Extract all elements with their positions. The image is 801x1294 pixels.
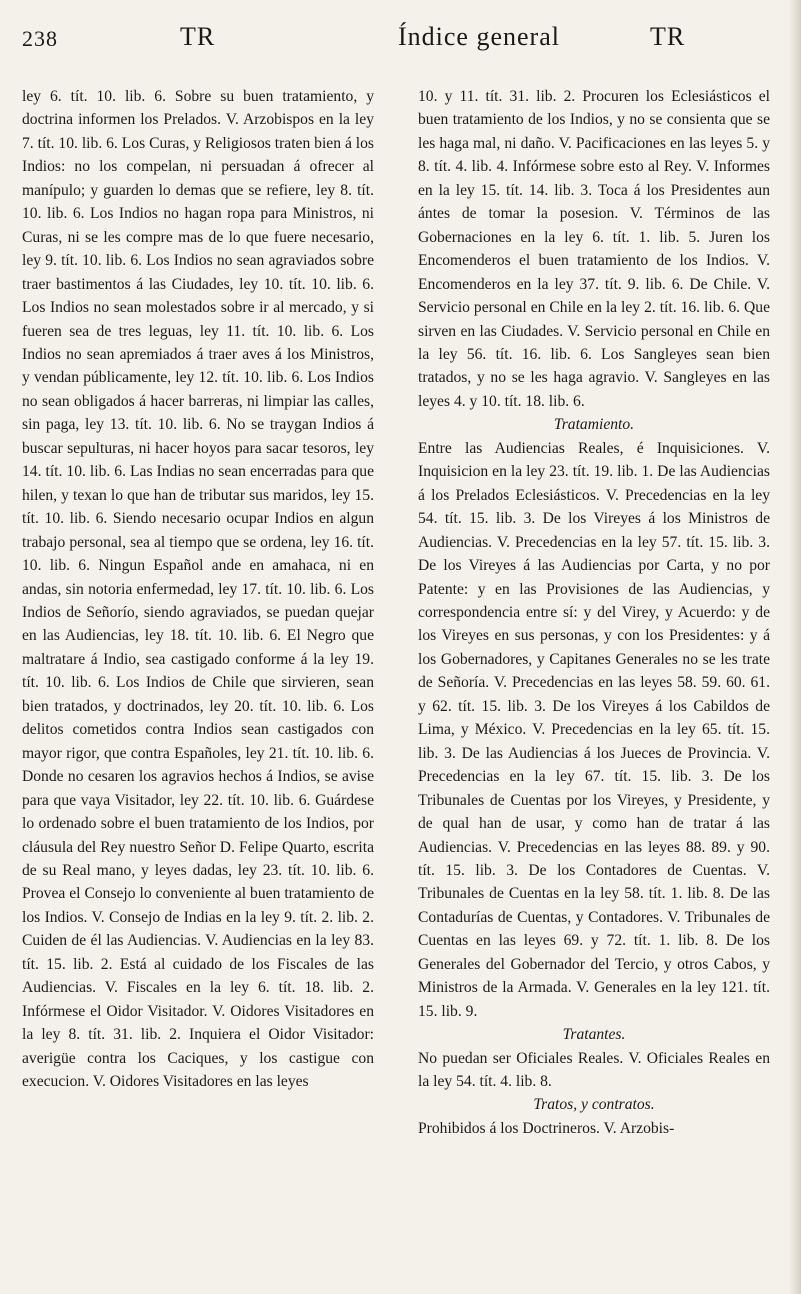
right-column-paragraph-3: No puedan ser Oficiales Reales. V. Oficiales Reales en la ley 54. tít. 4. lib. 8. [418, 1049, 770, 1091]
entry-heading-tratamiento: Tratamiento. [553, 416, 635, 434]
page-edge-shadow [789, 0, 801, 1294]
right-column-paragraph-2: Entre las Audiencias Reales, é Inquisiciones. V. Inquisicion en la ley 23. tít. 19. lib. 1. De las Audiencias á los Prelados Eclesiásticos. V. Precedencias en la ley 54. tít. 15. lib. 3. De los Vireyes á los Ministros de Audiencias. V. Precedencias en la ley 57. tít. 15. lib. 3. De los Vireyes á las Audiencias por Carta, y no por Patente: y en las Provisiones de las Audiencias, y correspondencia entre sí: y del Virey, y Acuerdo: y de los Vireyes en sus personas, y con los Presidentes: y á los Gobernadores, y Capitanes Generales no se les trate de Señoría. V. Precedencias en las leyes 58. 59. 60. 61. y 62. tít. 15. lib. 3. De los Vireyes á los Cabildos de Lima, y México. V. Precedencias en la ley 65. tít. 15. lib. 3. De las Audiencias á los Jueces de Provincia. V. Precedencias en la ley 67. tít. 15. lib. 3. De los Tribunales de Cuentas por los Vireyes, y Presidente, y de qual han de usar, y como han de tratar á las Audiencias. V. Precedencias en las leyes 88. 89. y 90. tít. 15. lib. 3. De los Contadores de Cuentas. V. Tribunales de Cuentas en la ley 58. tít. 1. lib. 8. De las Contadurías de Cuentas, y Contadores. V. Tribunales de Cuentas en las leyes 69. y 72. tít. 1. lib. 8. De los Generales del Gobernador del Tercio, y otros Cabos, y Ministros de la Armada. V. Generales en la ley 121. tít. 15. lib. 9. [418, 439, 770, 1020]
entry-heading-tratos: Tratos, y contratos. [533, 1096, 655, 1114]
left-column [22, 85, 374, 1093]
running-header [0, 0, 801, 70]
right-column-paragraph-1: 10. y 11. tít. 31. lib. 2. Procuren los Eclesiásticos el buen tratamiento de los Indios, y no se consienta que se les haga mal, ni daño. V. Pacificaciones en las leyes 5. y 8. tít. 4. lib. 4. Infórmese sobre esto al Rey. V. Informes en la ley 15. tít. 14. lib. 3. Toca á los Presidentes aun ántes de tomar la posesion. V. Términos de las Gobernaciones en la ley 6. tít. 1. lib. 5. Juren los Encomenderos el buen tratamiento de los Indios. V. Encomenderos en la ley 37. tít. 9. lib. 6. De Chile. V. Servicio personal en Chile en la ley 2. tít. 16. lib. 6. Que sirven en las Ciudades. V. Servicio personal en Chile en la ley 56. tít. 16. lib. 6. Los Sangleyes sean bien tratados, y no se les haga agravio. V. Sangleyes en las leyes 4. y 10. tít. 18. lib. 6. [418, 88, 770, 410]
right-column [418, 85, 770, 1140]
header-right-word: TR [650, 22, 686, 51]
right-column-paragraph-4: Prohibidos á los Doctrineros. V. Arzobis- [418, 1119, 675, 1137]
entry-heading-tratantes: Tratantes. [562, 1026, 626, 1044]
page-number: 238 [22, 26, 58, 51]
left-column-text: ley 6. tít. 10. lib. 6. Sobre su buen tratamiento, y doctrina informen los Prelados. V. Arzobispos en la ley 7. tít. 10. lib. 6. Los Curas, y Religiosos traten bien á los Indios: no los compelan, ni persuadan á ofrecer al manípulo; y guarden lo demas que se refiere, ley 8. tít. 10. lib. 6. Los Indios no hagan ropa para Ministros, ni Curas, ni se les compre mas de lo que fuere necesario, ley 9. tít. 10. lib. 6. Los Indios no sean agraviados sobre traer bastimentos á las Ciudades, ley 10. tít. 10. lib. 6. Los Indios no sean molestados sobre ir al mercado, y si fueren sea de tres leguas, ley 11. tít. 10. lib. 6. Los Indios no sean apremiados á traer aves á los Ministros, y vendan públicamente, ley 12. tít. 10. lib. 6. Los Indios no sean obligados á hacer barreras, ni limpiar las calles, sin paga, ley 13. tít. 10. lib. 6. No se traygan Indios á buscar sepulturas, ni hacer hoyos para sacar tesoros, ley 14. tít. 10. lib. 6. Las Indias no sean encerradas para que hilen, y texan lo que han de tributar sus maridos, ley 15. tít. 10. lib. 6. Siendo necesario ocupar Indios en algun trabajo personal, sea al tiempo que se ordena, ley 16. tít. 10. lib. 6. Ningun Español ande en amahaca, ni en andas, sin notoria enfermedad, ley 17. tít. 10. lib. 6. Los Indios de Señorío, siendo agraviados, se puedan quejar en las Audiencias, ley 18. tít. 10. lib. 6. El Negro que maltratare á Indio, sea castigado conforme á la ley 19. tít. 10. lib. 6. Los Indios de Chile que sirvieren, sean bien tratados, y doctrinados, ley 20. tít. 10. lib. 6. Los delitos cometidos contra Indios sean castigados con mayor rigor, que contra Españoles, ley 21. tít. 10. lib. 6. Donde no cesaren los agravios hechos á Indios, se avise para que vaya Visitador, ley 22. tít. 10. lib. 6. Guárdese lo ordenado sobre el buen tratamiento de los Indios, por cláusula del Rey nuestro Señor D. Felipe Quarto, escrita de su Real mano, y leyes dadas, ley 23. tít. 10. lib. 6. Provea el Consejo lo conveniente al buen tratamiento de los Indios. V. Consejo de Indias en la ley 9. tít. 2. lib. 2. Cuiden de él las Audiencias. V. Audiencias en la ley 83. tít. 15. lib. 2. Está al cuidado de los Fiscales de las Audiencias. V. Fiscales en la ley 6. tít. 18. lib. 2. Infórmese el Oidor Visitador. V. Oidores Visitadores en la ley 8. tít. 31. lib. 2. Inquiera el Oidor Visitador: averigüe contra los Caciques, y los castigue con execucion. V. Oidores Visitadores en las leyes [22, 88, 374, 1091]
header-title: Índice general [398, 22, 560, 51]
header-left-word: TR [180, 22, 216, 51]
